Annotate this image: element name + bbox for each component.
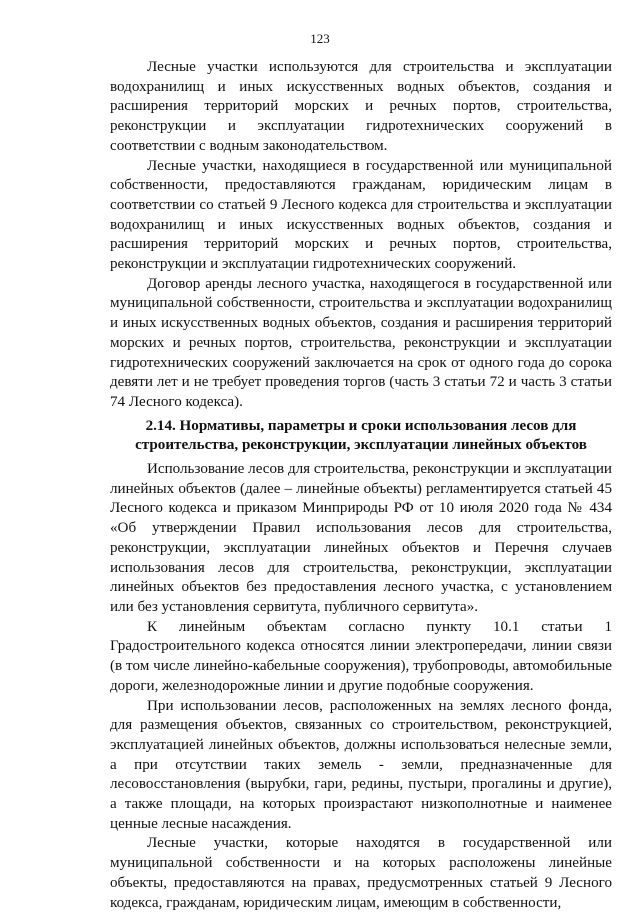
section-heading-line: 2.14. Нормативы, параметры и сроки использования лесов для (145, 417, 577, 434)
paragraph: Использование лесов для строительства, реконструкции и эксплуатации линейных объектов (далее – линейные объекты) регламентируется статьей 45 Лесного кодекса и приказом Минприроды РФ от 10 июля 2020 года № 434 «Об утверждении Правил использования лесов для строительства, реконструкции, эксплуатации линейных объектов и Перечня случаев использования лесов для строительства, реконструкции, эксплуатации линейных объектов без предоставления лесного участка, с установлением или без установления сервитута, публичного сервитута». (110, 461, 612, 615)
paragraph: При использовании лесов, расположенных на землях лесного фонда, для размещения объектов, связанных со строительством, реконструкцией, эксплуатацией линейных объектов, должны использоваться нелесные земли, а при отсутствии таких земель - земли, предназначенные для лесовосстановления (вырубки, гари, редины, пустыри, прогалины и другие), а также площади, на которых произрастают низкополнотные и наименее ценные лесные насаждения. (110, 697, 612, 832)
section-heading-line: строительства, реконструкции, эксплуатации линейных объектов (135, 437, 587, 454)
section-heading (110, 417, 612, 456)
paragraph: Лесные участки, которые находятся в государственной или муниципальной собственности и на которых расположены линейные объекты, предоставляются на правах, предусмотренных статьей 9 Лесного кодекса, гражданам, юридическим лицам, имеющим в собственности, (110, 835, 612, 911)
paragraph: Договор аренды лесного участка, находящегося в государственной или муниципальной собственности, строительства и эксплуатации водохранилищ и иных искусственных водных объектов, создания и расширения территорий морских и речных портов, строительства, реконструкции и эксплуатации гидротехнических сооружений заключается на срок от одного года до сорока девяти лет и не требует проведения торгов (часть 3 статьи 72 и часть 3 статьи 74 Лесного кодекса). (110, 275, 612, 410)
paragraph: К линейным объектам согласно пункту 10.1 статьи 1 Градостроительного кодекса относятся линии электропередачи, линии связи (в том числе линейно-кабельные сооружения), трубопроводы, автомобильные дороги, железнодорожные линии и другие подобные сооружения. (110, 618, 612, 694)
paragraph: Лесные участки используются для строительства и эксплуатации водохранилищ и иных искусственных водных объектов, создания и расширения территорий морских и речных портов, строительства, реконструкции и эксплуатации гидротехнических сооружений в соответствии с водным законодательством. (110, 59, 612, 154)
body-text (110, 58, 612, 913)
paragraph: Лесные участки, находящиеся в государственной или муниципальной собственности, предоставляются гражданам, юридическим лицам в соответствии со статьей 9 Лесного кодекса для строительства и эксплуатации водохранилищ и иных искусственных водных объектов, создания и расширения территорий морских и речных портов, строительства, реконструкции и эксплуатации гидротехнических сооружений. (110, 157, 612, 273)
page-number: 123 (310, 31, 330, 46)
